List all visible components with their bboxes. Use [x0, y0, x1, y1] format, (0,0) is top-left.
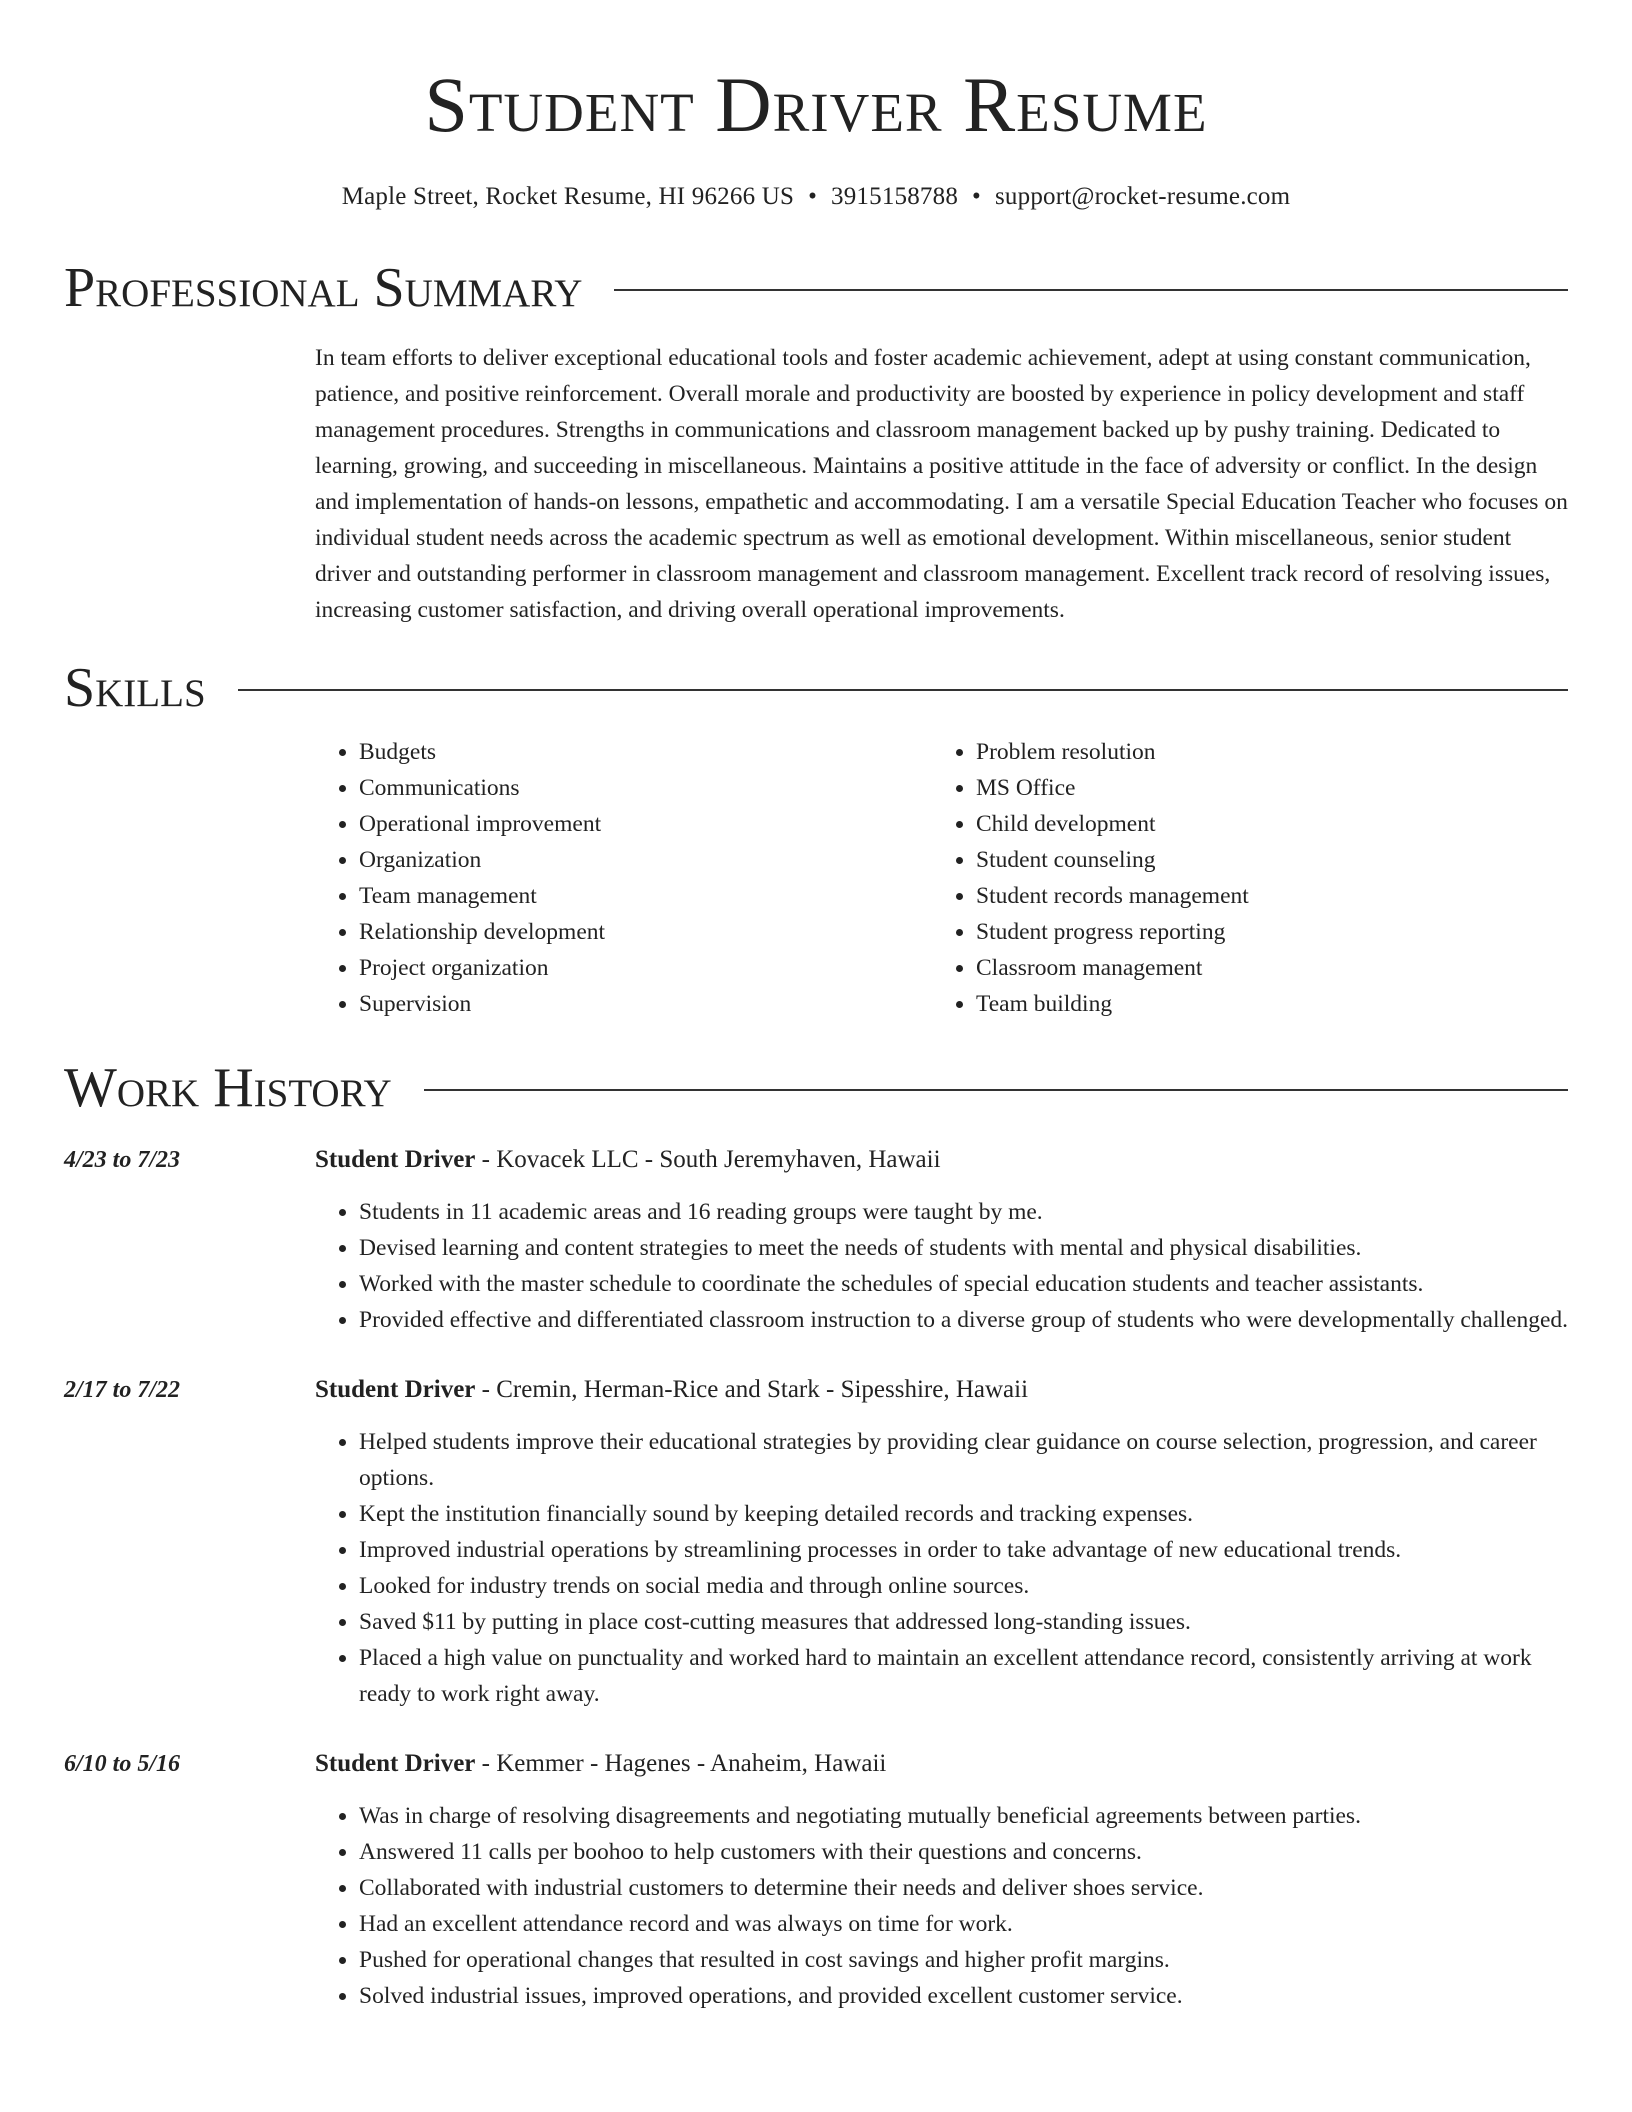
skill-item: • Team building: [976, 986, 1549, 1022]
job-dates: 6/10 to 5/16: [64, 1751, 181, 1777]
summary-text: In team efforts to deliver exceptional educational tools and foster academic achievement, adept at using constant communication, patience, and positive reinforcement. Overall morale and productivity are boosted by experience in policy development and staff management procedures. Strengths in communications and classroom management backed up by pushy training. Dedicated to learning, growing, and succeeding in miscellaneous. Maintains a positive attitude in the face of adversity or conflict. In the design and implementation of hands-on lessons, empathetic and accommodating. I am a versatile Special Education Teacher who focuses on individual student needs across the academic spectrum as well as emotional development. Within miscellaneous, senior student driver and outstanding performer in classroom management and classroom management. Excellent track record of resolving issues, increasing customer satisfaction, and driving overall operational improvements.: [315, 345, 1568, 623]
skill-item: • Student records management: [976, 878, 1549, 914]
job-bullet: • Collaborated with industrial customers to determine their needs and deliver shoes service.: [359, 1870, 1568, 1906]
skill-item: • Budgets: [359, 734, 932, 770]
job-entry: [64, 1142, 1568, 1338]
job-bullets: [315, 1424, 1568, 1712]
job-dates: 2/17 to 7/22: [64, 1377, 181, 1403]
skill-item: • Student counseling: [976, 842, 1549, 878]
job-role: Student Driver: [315, 1146, 476, 1173]
job-bullet: • Looked for industry trends on social media and through online sources.: [359, 1568, 1568, 1604]
job-role: Student Driver: [315, 1376, 476, 1403]
section-divider: [238, 689, 1568, 691]
job-bullet: • Answered 11 calls per boohoo to help customers with their questions and concerns.: [359, 1834, 1568, 1870]
skill-item: • Team management: [359, 878, 932, 914]
job-employer: - Cremin, Herman-Rice and Stark - Sipesshire, Hawaii: [475, 1376, 1029, 1403]
job-bullets: [315, 1194, 1568, 1338]
job-employer: - Kovacek LLC - South Jeremyhaven, Hawaii: [475, 1146, 941, 1173]
summary-section-header: [64, 256, 1568, 320]
skill-item: • Classroom management: [976, 950, 1549, 986]
summary-section-title: Professional Summary: [64, 257, 583, 319]
job-heading: [315, 1372, 1568, 1408]
section-divider: [424, 1089, 1568, 1091]
job-heading: [315, 1142, 1568, 1178]
skills-list: [315, 734, 1568, 1022]
job-dates: 4/23 to 7/23: [64, 1147, 181, 1173]
job-employer: - Kemmer - Hagenes - Anaheim, Hawaii: [475, 1750, 887, 1777]
skill-item: • Problem resolution: [976, 734, 1549, 770]
skill-item: • Supervision: [359, 986, 932, 1022]
skill-item: • Child development: [976, 806, 1549, 842]
skill-item: • MS Office: [976, 770, 1549, 806]
contact-separator: •: [808, 183, 818, 210]
skill-item: • Relationship development: [359, 914, 932, 950]
skill-item: • Project organization: [359, 950, 932, 986]
job-entry: [64, 1746, 1568, 2014]
skill-item: • Student progress reporting: [976, 914, 1549, 950]
job-bullet: • Was in charge of resolving disagreements and negotiating mutually beneficial agreements between parties.: [359, 1798, 1568, 1834]
resume-title: Student Driver Resume: [424, 61, 1208, 148]
contact-email: support@rocket-resume.com: [994, 183, 1291, 210]
skills-column-left: [315, 734, 932, 1022]
skill-item: • Operational improvement: [359, 806, 932, 842]
job-bullet: • Improved industrial operations by streamlining processes in order to take advantage of new educational trends.: [359, 1532, 1568, 1568]
job-content: [315, 1142, 1568, 1338]
job-content: [315, 1746, 1568, 2014]
job-content: [315, 1372, 1568, 1712]
job-bullet: • Pushed for operational changes that resulted in cost savings and higher profit margins.: [359, 1942, 1568, 1978]
job-bullet: • Kept the institution financially sound by keeping detailed records and tracking expenses.: [359, 1496, 1568, 1532]
job-bullet: • Placed a high value on punctuality and worked hard to maintain an excellent attendance record, consistently arriving at work ready to work right away.: [359, 1640, 1568, 1712]
skill-item: • Organization: [359, 842, 932, 878]
job-bullets: [315, 1798, 1568, 2014]
job-role: Student Driver: [315, 1750, 476, 1777]
skills-section-header: [64, 656, 1568, 720]
skills-section-title: Skills: [64, 657, 206, 719]
job-bullet: • Devised learning and content strategies to meet the needs of students with mental and physical disabilities.: [359, 1230, 1568, 1266]
job-heading: [315, 1746, 1568, 1782]
work-section-title: Work History: [64, 1057, 392, 1119]
contact-line: [64, 180, 1568, 214]
job-bullet: • Solved industrial issues, improved operations, and provided excellent customer service.: [359, 1978, 1568, 2014]
section-divider: [614, 289, 1568, 291]
job-bullet: • Provided effective and differentiated classroom instruction to a diverse group of students who were developmentally challenged.: [359, 1302, 1568, 1338]
contact-separator: •: [972, 183, 981, 210]
skills-column-right: [932, 734, 1549, 1022]
skill-item: • Communications: [359, 770, 932, 806]
job-bullet: • Had an excellent attendance record and was always on time for work.: [359, 1906, 1568, 1942]
contact-address: Maple Street, Rocket Resume, HI 96266 US: [341, 183, 795, 210]
job-bullet: • Saved $11 by putting in place cost-cutting measures that addressed long-standing issues.: [359, 1604, 1568, 1640]
job-bullet: • Worked with the master schedule to coordinate the schedules of special education students and teacher assistants.: [359, 1266, 1568, 1302]
contact-phone: 3915158788: [831, 183, 959, 210]
job-entry: [64, 1372, 1568, 1712]
job-bullet: • Helped students improve their educational strategies by providing clear guidance on course selection, progression, and career options.: [359, 1424, 1568, 1496]
work-section-header: [64, 1056, 1568, 1120]
job-bullet: • Students in 11 academic areas and 16 reading groups were taught by me.: [359, 1194, 1568, 1230]
